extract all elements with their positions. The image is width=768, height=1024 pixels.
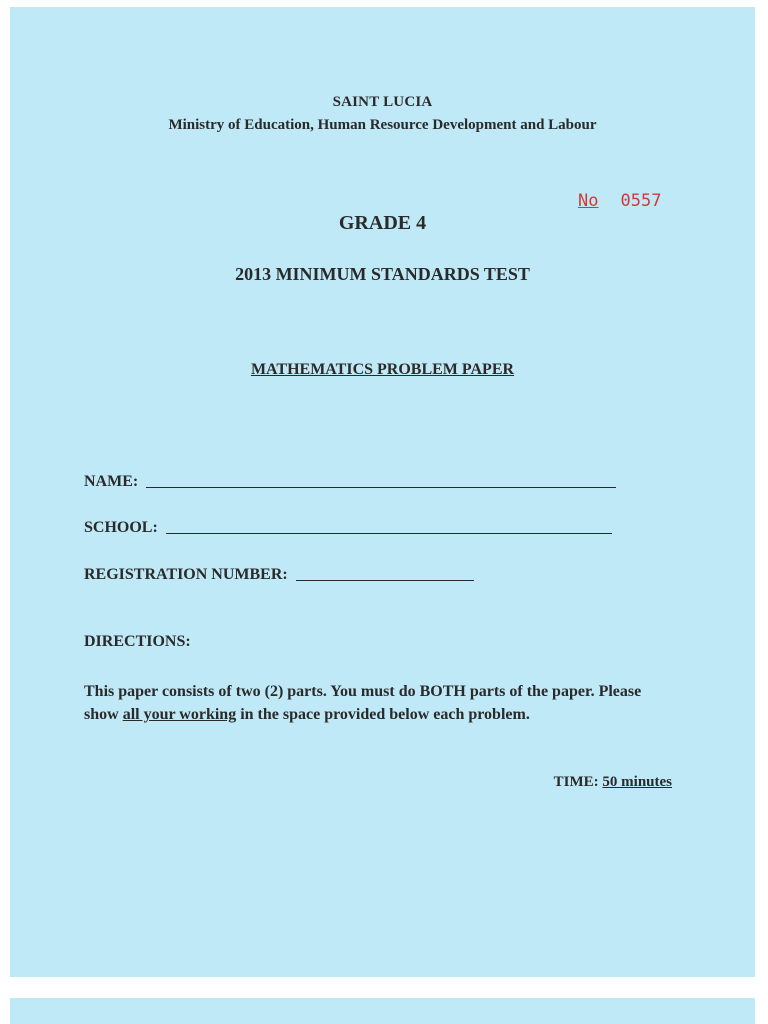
grade-title: GRADE 4 [338, 212, 427, 234]
school-label: SCHOOL: [84, 519, 158, 536]
registration-blank-line[interactable] [296, 579, 474, 581]
name-label: NAME: [84, 473, 139, 490]
school-blank-line[interactable] [166, 532, 612, 534]
registration-label: REGISTRATION NUMBER: [84, 566, 288, 583]
time-label: TIME: [553, 774, 603, 790]
directions-text [84, 680, 664, 726]
subject-title: MATHEMATICS PROBLEM PAPER [250, 361, 515, 378]
exam-cover-page [10, 7, 755, 977]
ministry-heading: Ministry of Education, Human Resource Development and Labour [168, 117, 597, 133]
directions-text-part2: in the space provided below each problem. [236, 706, 530, 723]
serial-number-label: No [578, 191, 599, 211]
name-blank-line[interactable] [146, 486, 616, 488]
time-value: 50 minutes [602, 774, 672, 790]
serial-number-stamp [578, 191, 661, 211]
directions-heading: DIRECTIONS: [84, 633, 191, 650]
directions-emphasis: all your working [122, 706, 237, 723]
name-field [84, 473, 616, 491]
registration-field [84, 566, 474, 584]
next-page-edge [10, 998, 755, 1024]
country-heading: SAINT LUCIA [332, 94, 433, 110]
time-allowed [490, 774, 672, 791]
serial-number-value: 0557 [620, 191, 662, 211]
directions-text-part1: This paper consists of two (2) parts. You must do BOTH parts of the paper. Please show [84, 683, 642, 723]
test-title: 2013 MINIMUM STANDARDS TEST [235, 264, 530, 284]
school-field [84, 519, 612, 537]
